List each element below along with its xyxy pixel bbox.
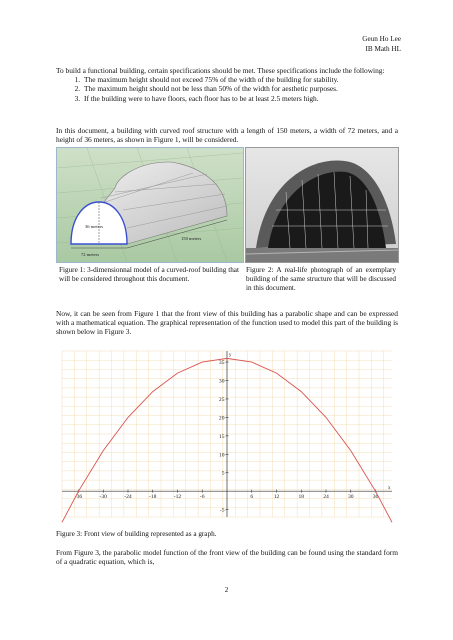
intro-paragraph: To build a functional building, certain specifications should be met. These specifications include the following: xyxy=(56,66,385,75)
x-tick-label: -18 xyxy=(149,494,157,501)
x-tick-label: 12 xyxy=(273,494,280,501)
y-tick-label: 35 xyxy=(218,360,225,367)
length-label: 150 meters xyxy=(181,236,202,241)
figure-1-caption: Figure 1: 3-dimensionnal model of a curved-roof building that will be considered throughout this document. xyxy=(59,266,239,283)
y-tick-label: 30 xyxy=(218,378,225,385)
spec-item: 1. The maximum height should not exceed 75% of the width of the building for stability. xyxy=(82,75,398,84)
author-name: Geun Ho Lee xyxy=(362,35,401,43)
spec-item: 2. The maximum height should not be less than 50% of the width for aesthetic purposes. xyxy=(82,84,398,93)
figure-2-caption: Figure 2: A real-life photograph of an exemplary building of the same structure that will be discussed in this document. xyxy=(246,266,396,292)
y-tick-label: 20 xyxy=(218,415,225,422)
x-tick-label: -12 xyxy=(173,494,182,501)
parabola-chart xyxy=(56,345,398,523)
building-paragraph: In this document, a building with curved roof structure with a length of 150 meters, a width of 72 meters, and a height of 36 meters, as shown in Figure 1, will be considered. xyxy=(56,126,398,145)
figure-2-photo xyxy=(245,147,399,263)
figure-1-model xyxy=(56,147,244,263)
x-tick-label: -36 xyxy=(74,494,83,501)
x-tick-label: 36 xyxy=(372,494,379,501)
figure-3-graph xyxy=(56,345,398,523)
spec-item: 3. If the building were to have floors, each floor has to be at least 2.5 meters high. xyxy=(82,94,398,103)
y-tick-label: 10 xyxy=(218,452,225,459)
building-photo xyxy=(246,148,398,262)
figure-3-caption: Figure 3: Front view of building represented as a graph. xyxy=(56,530,217,538)
y-axis-label: y xyxy=(229,353,232,358)
y-tick-label: 15 xyxy=(218,433,225,440)
x-tick-label: 30 xyxy=(347,494,354,501)
x-tick-label: 24 xyxy=(323,494,329,501)
x-tick-label: -6 xyxy=(199,494,205,501)
specs-list xyxy=(56,75,398,103)
course-name: IB Math HL xyxy=(365,45,401,53)
y-tick-label: 25 xyxy=(218,396,225,403)
width-label: 72 meters xyxy=(81,252,99,257)
standard-form-paragraph: From Figure 3, the parabolic model function of the front view of the building can be found using the standard form of a quadratic equation, which is, xyxy=(56,548,398,567)
building-3d-model xyxy=(57,148,243,262)
height-label: 36 meters xyxy=(85,224,103,229)
intro-section xyxy=(56,66,398,103)
y-tick-label: -5 xyxy=(219,507,225,514)
x-tick-label: 6 xyxy=(250,494,254,501)
y-tick-label: 5 xyxy=(221,470,225,477)
page-number: 2 xyxy=(224,586,229,594)
x-axis-label: x xyxy=(388,486,391,492)
parabola-paragraph: Now, it can be seen from Figure 1 that the front view of this building has a parabolic shape and can be expressed with a mathematical equation. The graphical representation of the function used to model this part of the building is shown below in Figure 3. xyxy=(56,309,398,337)
page-header xyxy=(362,34,401,54)
x-tick-label: 18 xyxy=(298,494,305,501)
x-tick-label: -24 xyxy=(124,494,132,501)
x-tick-label: -30 xyxy=(99,494,107,501)
